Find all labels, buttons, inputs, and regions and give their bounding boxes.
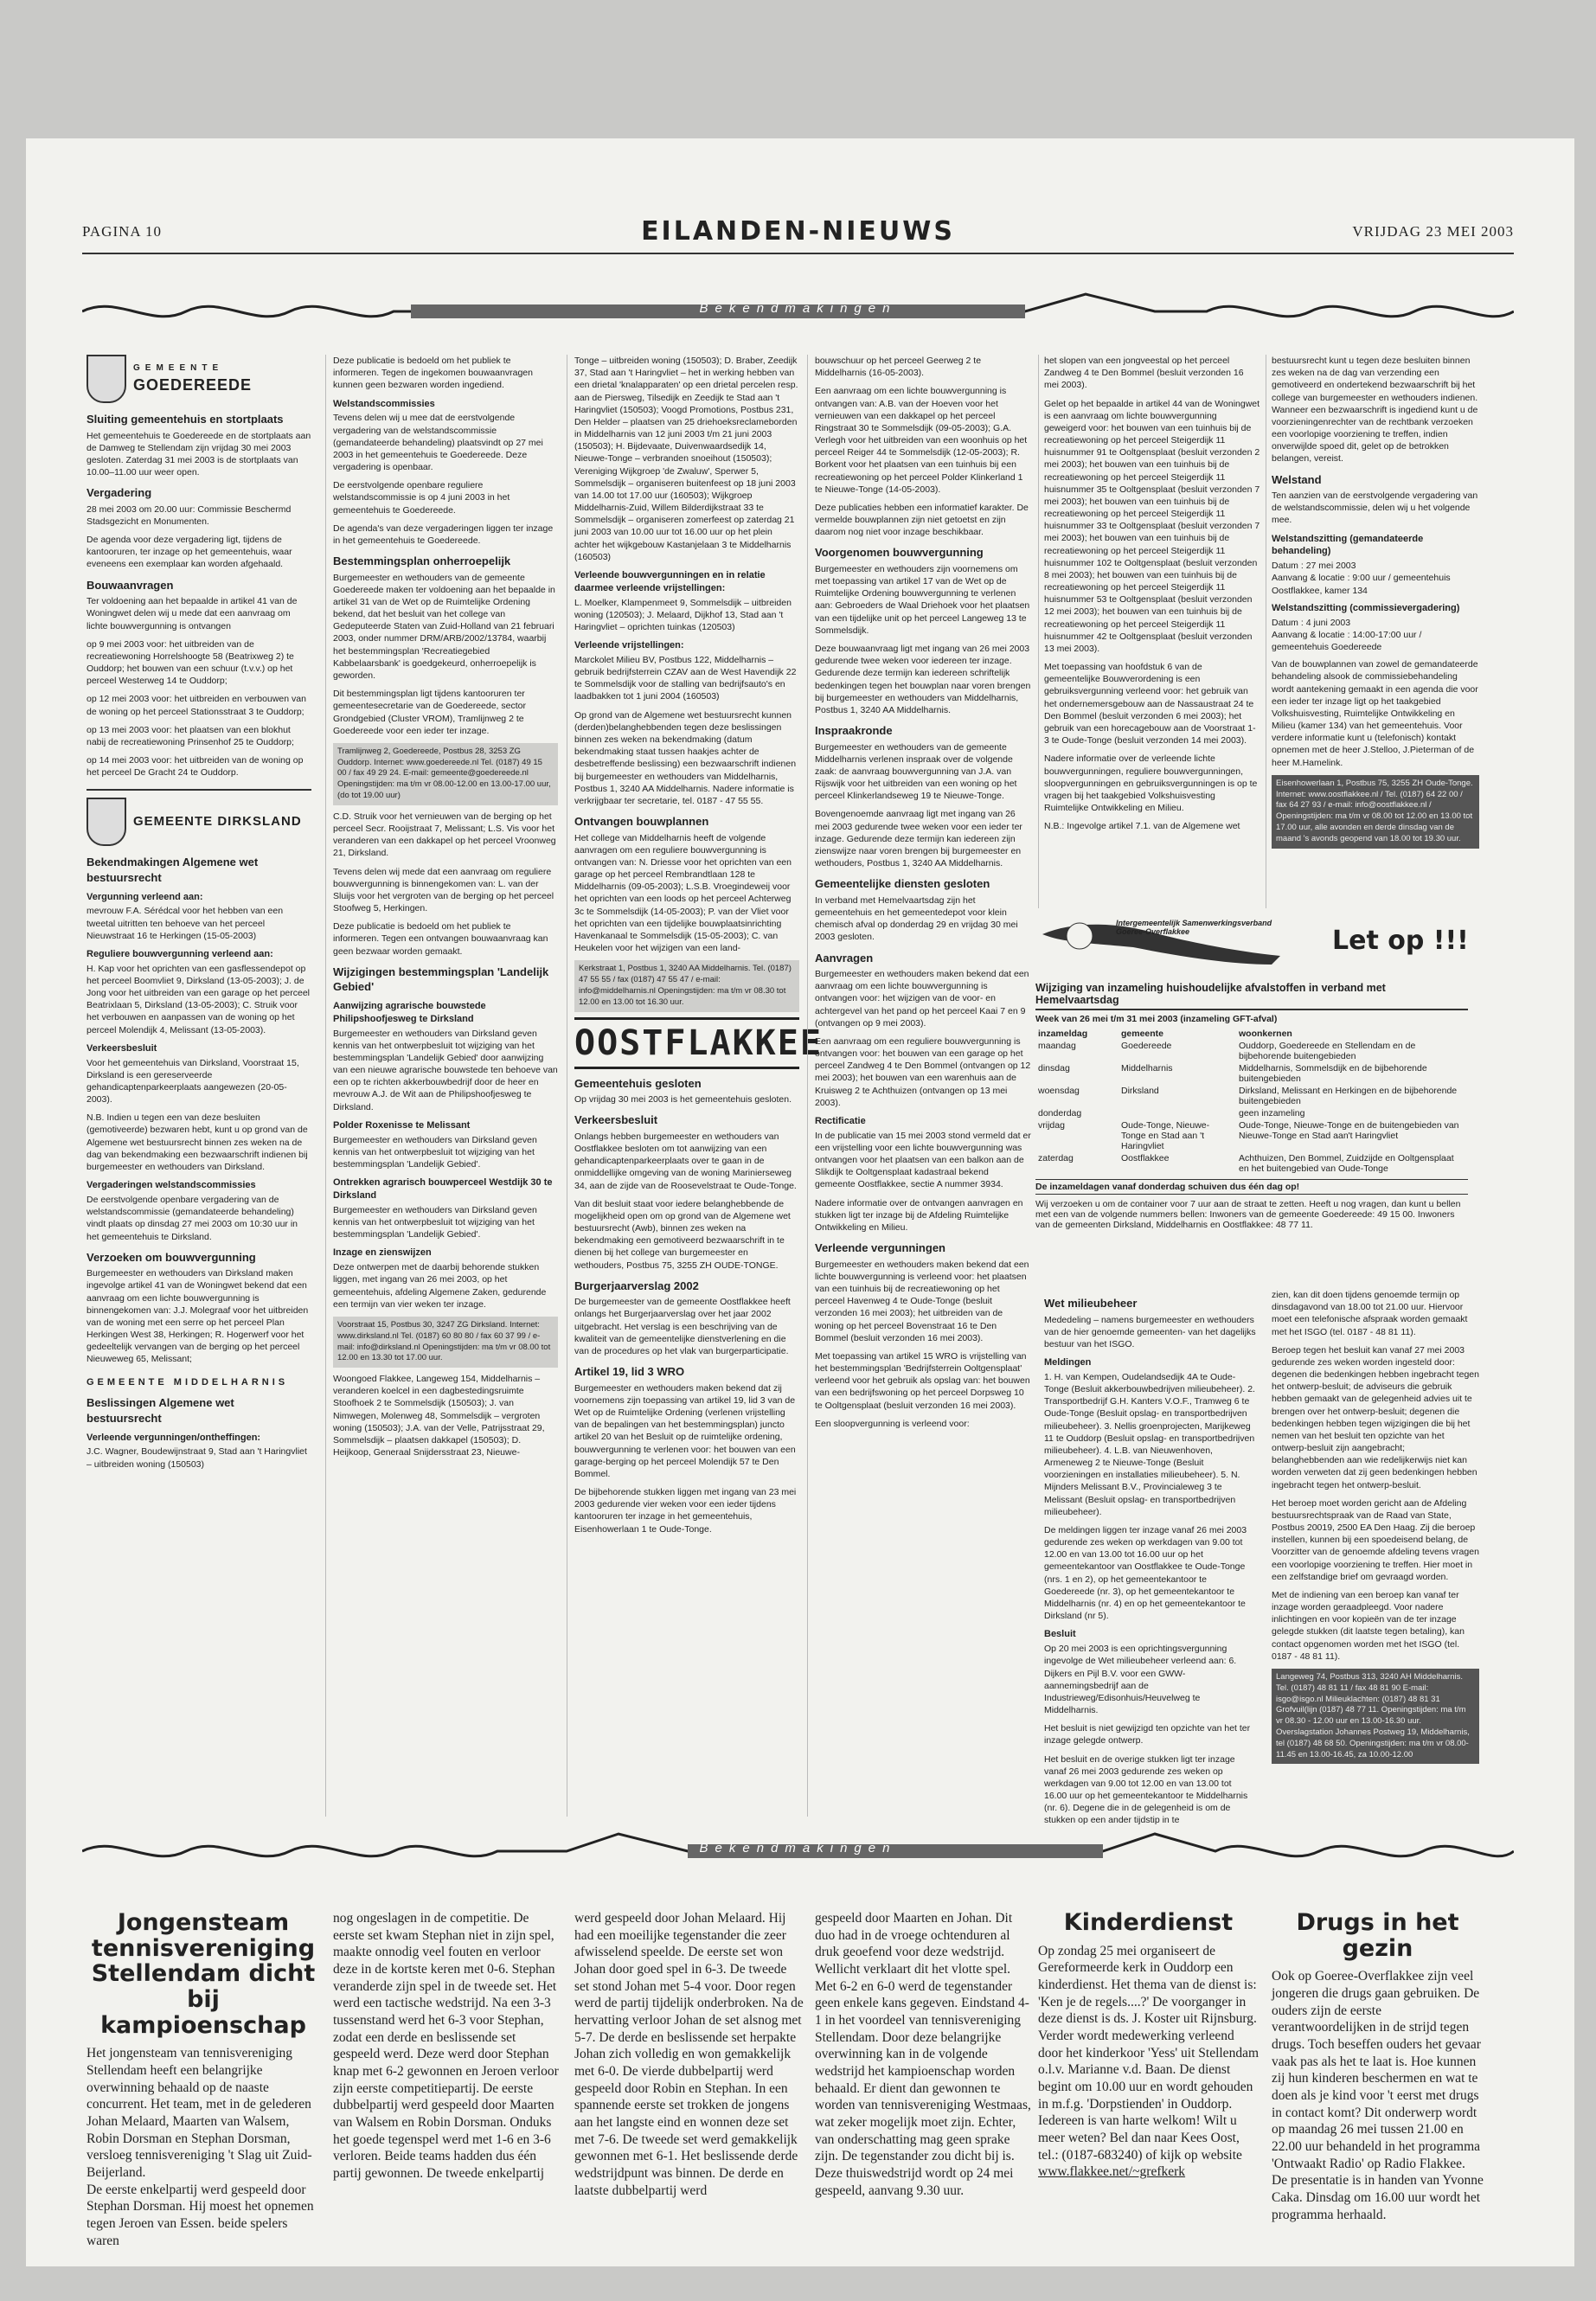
bottom-banner bbox=[82, 1825, 1514, 1874]
paragraph: mevrouw F.A. Sérédcal voor het hebben van een tweetal uitritten ten behoeve van het perceel Nieuwstraat 16 te Herkingen (15-05-2003) bbox=[87, 906, 284, 941]
paragraph: Burgemeester en wethouders van Dirksland maken ingevolge artikel 41 van de Woningwet bekend dat een aanvraag om een lichte bouwvergunning is binnengekomen van: J.J. Molegraaf voor het uitbreiden van de woning met een serre op het perceel Plan Herkingen West 38, Herkingen; R. Hogerwerf voor het gedeeltelijk vervangen van de berging op het perceel Nieuweweg 65, Melissant; bbox=[87, 1268, 309, 1365]
paragraph: Het jongensteam van tennisvereniging Stellendam heeft een belangrijke overwinning behaald op de naaste concurrent. Het team, met in de gelederen Johan Melaard, Maarten van Walsem, Robin Dorsman en Stephan Dorsman, versloeg tennisvereniging 't Slag uit Zuid-Beijerland. bbox=[87, 2046, 312, 2181]
article-tennis bbox=[87, 1910, 320, 2250]
subheading: Inzage en zienswijzen bbox=[333, 1247, 432, 1259]
paragraph: Marckolet Milieu BV, Postbus 122, Middelharnis – gebruik bedrijfsterrein CZAV aan de West Havendijk 22 te Sommelsdijk voor de stalling van bedrijfsauto's en laadbakken tot 1 juni 2004 (160503) bbox=[574, 654, 797, 702]
paragraph: Op 20 mei 2003 is een oprichtingsvergunning ingevolge de Wet milieubeheer verleend aan: 6. Dijkers en Pijl B.V. voor een GWW-aannemingsbedrijf aan de Industrieweg/Edisonhuis/Heuvelweg te Middelharnis. bbox=[1044, 1644, 1237, 1716]
subheading: Welstandszitting (gemandateerde behandeling) bbox=[1272, 533, 1424, 557]
paragraph: Wij verzoeken u om de container voor 7 uur aan de straat te zetten. Heeft u nog vragen, dan kunt u bellen met een van de volgende nummers bellen: Inwoners van de gemeente Goedereede: 49 15 00. Inwoners van de gemeenten Dirksland, Middelharnis en Oostflakkee: 48 77 11. bbox=[1035, 1199, 1461, 1230]
heading: Burgerjaarverslag 2002 bbox=[574, 1279, 699, 1292]
waste-notice bbox=[1035, 982, 1468, 1235]
paragraph: Burgemeester en wethouders maken bekend dat zij voornemens zijn toepassing van artikel 19, lid 3 van de Wet op de Ruimtelijke Ordening (verlenen vrijstelling van de bepalingen van het bestemmingsplan) juncto artikel 20 van het Besluit op de ruimtelijke ordening, bouwvergunning te verlenen voor: het bouwen van een garage-berging op het perceel Molendijk 57 te Den Bommel. bbox=[574, 1382, 796, 1479]
paragraph: Deze bouwaanvraag ligt met ingang van 26 mei 2003 gedurende twee weken voor iedereen ter inzage. Gedurende deze termijn kan iedereen schriftelijk bedenkingen tegen het bouwplan naar voren brengen bij burgemeester en wethouders van Middelharnis, Postbus 1, 3240 AA Middelharnis. bbox=[815, 643, 1031, 715]
paragraph: het slopen van een jongveestal op het perceel Zandweg 4 te Den Bommel (besluit verzonden 16 mei 2003). bbox=[1044, 356, 1244, 391]
banner-label: Bekendmakingen bbox=[699, 1841, 897, 1856]
paragraph: Onlangs hebben burgemeester en wethouders van Oostflakkee besloten om tot aanwijzing van een gehandicaptenparkeerplaats over te gaan in de onmiddellijke omgeving van de woning Marinierseweg 34, aan de zijde van de Roosevelstraat te Oude-Tonge. bbox=[574, 1131, 797, 1191]
page-number: PAGINA 10 bbox=[82, 223, 162, 240]
table-row: zaterdag Oostflakkee Achthuizen, Den Bommel, Zuidzijde en Ooltgensplaat en het buitengebied van Oude-Tonge bbox=[1038, 1153, 1454, 1174]
paragraph: op 12 mei 2003 voor: het uitbreiden en verbouwen van de woning op het perceel Stationsstraat 3 te Ouddorp; bbox=[87, 694, 306, 717]
table-header: gemeente bbox=[1121, 1029, 1164, 1039]
heading: Gemeentehuis gesloten bbox=[574, 1076, 702, 1090]
milieu-column-1 bbox=[1044, 1289, 1256, 1833]
column-divider bbox=[325, 355, 326, 1817]
paragraph: Ten aanzien van de eerstvolgende vergadering van de welstandscommissie, delen wij u het volgende mee. bbox=[1272, 490, 1478, 526]
info-row: Aanvang & locatie : 9:00 uur / gemeentehuis Oostflakkee, kamer 134 bbox=[1272, 573, 1451, 596]
paragraph: Van de bouwplannen van zowel de gemandateerde behandeling alsook de commissiebehandeling wordt aantekening gemaakt in een agenda die voor een ieder ter inzage ligt op het taakgebied Volkshuisvesting, Ruimtelijke Ontwikkeling en Milieu (kamer 134) van het gemeentehuis. Voor verdere informatie kunt u (telefonisch) kontakt opnemen met de heer J.Stelloo, J.Pieterman of de heer M.Hamelink. bbox=[1272, 659, 1478, 768]
paragraph: Ook op Goeree-Overflakkee zijn veel jongeren die drugs gaan gebruiken. De ouders zijn de eerste verantwoordelijken in de strijd tegen drugs. Toch beseffen ouders het gevaar vaak pas als het te laat is. Hoe kunnen zij hun kinderen beschermen en wat te doen als je kind voor 't eerst met drugs in contact komt? Dit onderwerp wordt op maandag 26 mei tussen 21.00 en 22.00 uur behandeld in het programma 'Ontwaakt Radio' op Radio Flakkee. De presentatie is in handen van Yvonne Caka. Dinsdag om 16.00 uur wordt het programma herhaald. bbox=[1272, 1969, 1484, 2222]
paragraph: Op vrijdag 30 mei 2003 is het gemeentehuis gesloten. bbox=[574, 1094, 792, 1106]
paragraph: bestuursrecht kunt u tegen deze besluiten binnen zes weken na de dag van verzending een gemotiveerd en ondertekend bezwaarschrift bij het college van burgemeester en wethouders indienen. Wanneer een bezwaarschrift is ingediend kunt u de voorzieningenrechter van de rechtbank verzoeken een voorlopige voorziening te treffen, indien onverwijlde spoed dit, gelet op de betrokken belangen, vereist. bbox=[1272, 356, 1478, 465]
table-row: dinsdag Middelharnis Middelharnis, Sommelsdijk en de bijbehorende buitengebieden bbox=[1038, 1063, 1427, 1084]
info-row: Datum : 4 juni 2003 bbox=[1272, 617, 1351, 628]
heading: Artikel 19, lid 3 WRO bbox=[574, 1365, 685, 1379]
paragraph: De agenda voor deze vergadering ligt, tijdens de kantooruren, ter inzage op het gemeentehuis, waar eveneens een exemplaar kan worden afgehaald. bbox=[87, 535, 292, 570]
paragraph: Met toepassing van hoofdstuk 6 van de gemeentelijke Bouwverordening is een gebruiksvergunning verleend voor: het gebruik van het ondernemersgebouw aan de Nassaustraat 24 te Den Bommel (besluit verzonden 6 mei 2003); het gebruik van een horecagebouw aan de Voorstraat 1-3 te Oude-Tonge (besluit verzonden 14 mei 2003). bbox=[1044, 662, 1256, 747]
paragraph: Tevens delen wij mede dat een aanvraag om reguliere bouwvergunning is binnengekomen van: L. van der Sluijs voor het vergroten van de berging op het perceel Stoofweg 5, Herkingen. bbox=[333, 866, 554, 914]
info-row: Aanvang & locatie : 14:00-17:00 uur / gemeentehuis Goedereede bbox=[1272, 629, 1422, 652]
heading: Voorgenomen bouwvergunning bbox=[815, 546, 984, 560]
article-tennis-cont bbox=[574, 1910, 804, 2199]
subheading: Meldingen bbox=[1044, 1357, 1092, 1368]
column-3 bbox=[574, 355, 823, 1541]
article-title: Jongensteam tennisvereniging Stellendam dicht bij kampioenschap bbox=[91, 1909, 316, 2039]
isgo-map bbox=[1038, 917, 1289, 969]
paragraph: Burgemeester en wethouders van de gemeente Goedereede maken ter voldoening aan het bepaalde in artikel 31 van de Wet op de Ruimtelijke Ordening bekend, dat het besluit van het college van Gedeputeerde Staten van Zuid-Holland van 21 februari 2003, onder nummer DRM/ARB/2002/13784, waarbij het bestemmingsplan 'Recreatiegebied Kabbelaarsbank' is goedgekeurd, onherroepelijk is geworden. bbox=[333, 572, 555, 681]
paragraph: Burgemeester en wethouders van Dirksland geven kennis van het ontwerpbesluit tot wijziging van het bestemmingsplan 'Landelijk Gebied'. bbox=[333, 1204, 537, 1240]
column-1 bbox=[87, 355, 311, 1477]
column-5 bbox=[1044, 355, 1260, 838]
table-header: inzameldag bbox=[1038, 1029, 1088, 1039]
subheading: Verleende bouwvergunningen en in relatie daarmee verleende vrijstellingen: bbox=[574, 569, 766, 593]
paragraph: Het besluit is niet gewijzigd ten opzichte van het ter inzage gelegde ontwerp. bbox=[1044, 1723, 1251, 1747]
paragraph: Het beroep moet worden gericht aan de Afdeling bestuursrechtspraak van de Raad van State, Postbus 20019, 2500 EA Den Haag. Zij die beroep instellen, kunnen bij een spoedeisend belang, de Voorzitter van de genoemde afdeling tevens vragen een voorlopige voorziening te treffen. Hier moet in een zelfstandige brief om gevraagd worden. bbox=[1272, 1497, 1479, 1582]
heading: Vergadering bbox=[87, 486, 152, 500]
oostflakkee-logo: OOSTFLAKKEE bbox=[574, 1017, 799, 1069]
paragraph: N.B.: Ingevolge artikel 7.1. van de Algemene wet bbox=[1044, 821, 1240, 832]
goedereede-logo bbox=[87, 355, 311, 403]
heading: Bouwaanvragen bbox=[87, 578, 174, 592]
paragraph: 28 mei 2003 om 20.00 uur: Commissie Beschermd Stadsgezicht en Monumenten. bbox=[87, 503, 292, 527]
subheading: Rectificatie bbox=[815, 1115, 866, 1126]
subheading: Reguliere bouwvergunning verleend aan: bbox=[87, 948, 273, 959]
paragraph: gespeeld door Maarten en Johan. Dit duo had in de vroege ochtenduren al druk geoefend voor deze wedstrijd. Wellicht verklaart dit het vlotte spel. Met 6-2 en 6-0 werd de tegenstander geen enkele kans gegeven. Eindstand 4-1 in het voordeel van tennisvereniging Stellendam. Door deze belangrijke overwinning kan in de volgende wedstrijd het kampioenschap worden behaald. Er dient dan gewonnen te worden van tennisvereniging Westmaas, wat zeker mogelijk moet zijn. Echter, van onderschatting mag geen sprake zijn. De tegenstander zou dicht bij is. Deze thuiswedstrijd wordt op 24 mei gespeeld, aanvang 9.30 uur. bbox=[815, 1911, 1031, 2198]
paragraph: Op grond van de Algemene wet bestuursrecht kunnen (derden)belanghebbenden tegen deze beslissingen binnen zes weken na bekendmaking (datum bekendmaking staat tussen haakjes achter de desbetreffende beslissing) een bezwaarschrift indienen bij burgemeester en wethouders van Middelharnis, Postbus 1, 3240 AA Middelharnis. Nadere informatie is verkrijgbaar ter secretarie, tel. 0187 - 47 55 55. bbox=[574, 709, 797, 806]
contact-box: Eisenhowerlaan 1, Postbus 75, 3255 ZH Oude-Tonge. Internet: www.oostflakkee.nl / Tel. (0187) 64 22 00 / fax 64 27 93 / e-mail: info@oostflakkee.nl / Openingstijden: ma t/m vr 08.00 tot 12.00 en 13.00 tot 17.00 uur, alle avonden en derde dinsdag van de maand 's avonds geopend van 18.00 tot 19.30 uur. bbox=[1272, 775, 1479, 849]
paragraph: Ter voldoening aan het bepaalde in artikel 41 van de Woningwet delen wij u mede dat een aanvraag om lichte bouwvergunning is ontvangen bbox=[87, 596, 298, 631]
subheading: Welstandszitting (commissievergadering) bbox=[1272, 602, 1460, 613]
column-divider bbox=[1038, 355, 1039, 908]
paragraph: De burgemeester van de gemeente Oostflakkee heeft onlangs het Burgerjaarverslag over het jaar 2002 uitgebracht. Het verslag is een beschrijving van de kwaliteit van de gemeentelijke dienstverlening en die van de procedures op het vlak van burgerparticipatie. bbox=[574, 1297, 791, 1356]
subheading: Aanwijzing agrarische bouwstede Philipshoofjesweg te Dirksland bbox=[333, 1000, 486, 1024]
subheading: Verleende vrijstellingen: bbox=[574, 640, 684, 651]
paragraph: Burgemeester en wethouders maken bekend dat een aanvraag om een lichte bouwvergunning is ontvangen voor: het wijzigen van de voor- en achtergevel van het pand op het perceel Kaai 7 en 9 (ontvangen op 9 mei 2003). bbox=[815, 969, 1029, 1029]
column-2 bbox=[333, 355, 558, 1465]
paragraph: Nadere informatie over de verleende lichte bouwvergunningen, reguliere bouwvergunningen, sloopvergunningen en gebruiksvergunningen is op te vragen bij het taakgebied Volkshuisvesting Ruimtelijke Ontwikkeling en Milieu. bbox=[1044, 753, 1258, 814]
paragraph: op 9 mei 2003 voor: het uitbreiden van de recreatiewoning Horrelshoogte 58 (Beatrixweg 2) te Ouddorp; het bouwen van een schuur (t.v.v.) op het perceel Westerweg 14 te Ouddorp; bbox=[87, 638, 294, 687]
paragraph: Burgemeester en wethouders van Dirksland geven kennis van het ontwerpbesluit tot wijziging van het bestemmingsplan 'Landelijk Gebied'. bbox=[333, 1134, 537, 1170]
paragraph: Het besluit en de overige stukken ligt ter inzage vanaf 26 mei 2003 gedurende zes weken op werkdagen van 9.00 tot 12.00 en van 13.00 tot 16.00 uur op het gemeentekantoor te Middelharnis (nr. 6). Degene die in de gelegenheid is om de stukken op een ander tijdstip in te bbox=[1044, 1753, 1248, 1826]
heading: Gemeentelijke diensten gesloten bbox=[815, 877, 990, 891]
heading: Ontvangen bouwplannen bbox=[574, 815, 709, 829]
contact-box: Tramlijnweg 2, Goedereede, Postbus 28, 3253 ZG Ouddorp. Internet: www.goedereede.nl Tel. (0187) 49 15 00 / fax 49 29 24. E-mail: gemeente@goedereede.nl Openingstijden: ma t/m vr 08.00-12.00 en 13.00-17.00 uur, (do tot 19.00 uur) bbox=[333, 743, 558, 805]
heading: Verleende vergunningen bbox=[815, 1241, 945, 1255]
middelharnis-logo: GEMEENTE MIDDELHARNIS bbox=[87, 1376, 289, 1388]
paragraph: Woongoed Flakkee, Langeweg 154, Middelharnis – veranderen koelcel in een dagbestedingsruimte Stoofhoek 2 te Sommelsdijk (150503); J. van Nimwegen, Molenweg 48, Sommelsdijk – vergroten woning (150503); J.A. van der Velle, Patrijsstraat 29, Sommelsdijk – plaatsen dakkapel (150503); D. Heijkoop, Generaal Snijdersstraat 23, Nieuwe- bbox=[333, 1374, 545, 1458]
paragraph: Een aanvraag om een reguliere bouwvergunning is ontvangen voor: het bouwen van een garage op het perceel Zandweg 4 te Den Bommel (ontvangen op 12 mei 2003); het bouwen van een warenhuis aan de Kruisweg 2 te Achthuizen (ontvangen op 13 mei 2003). bbox=[815, 1035, 1031, 1108]
crest-icon bbox=[87, 355, 126, 403]
paragraph: De eerstvolgende openbare reguliere welstandscommissie is op 4 juni 2003 in het gemeentehuis te Goedereede. bbox=[333, 480, 510, 516]
column-divider bbox=[807, 355, 808, 1817]
heading: Beslissingen Algemene wet bestuursrecht bbox=[87, 1396, 234, 1425]
let-op-heading: Let op !!! bbox=[1332, 926, 1469, 956]
paragraph: De eerste enkelpartij werd gespeeld door Stephan Dorsman. Hij moest het opnemen tegen Jeroen van Essen. beide spelers waren bbox=[87, 2182, 314, 2248]
heading: Bestemmingsplan onherroepelijk bbox=[333, 554, 511, 568]
paragraph: De bijbehorende stukken liggen met ingang van 23 mei 2003 gedurende vier weken voor een ieder tijdens kantooruren ter inzage in het gemeentehuis, Eisenhowerlaan 1 te Oude-Tonge. bbox=[574, 1487, 797, 1535]
paragraph: H. Kap voor het oprichten van een gasflessendepot op het perceel Boomvliet 9, Dirksland (13-05-2003); J. de Jong voor het uitbreiden van een garage op het perceel Beatrixlaan 5, Dirksland (13-05-2003); C. Struik voor het verbouwen en aanpassen van de woning op het perceel Molendijk 4, Melissant (13-05-2003). bbox=[87, 963, 311, 1035]
waste-note: De inzameldagen vanaf donderdag schuiven dus één dag op! bbox=[1035, 1179, 1468, 1195]
paragraph: In de publicatie van 15 mei 2003 stond vermeld dat er een vrijstelling voor een lichte bouwvergunning was ontvangen voor het plaatsen van een balkon aan de Slikdijk te Ooltgensplaat kadastraal bekend gemeente Oostflakkee, sectie A nummer 3934. bbox=[815, 1130, 1031, 1190]
paragraph: zien, kan dit doen tijdens genoemde termijn op dinsdagavond van 18.00 tot 21.00 uur. Hiervoor moet een telefonische afspraak worden gemaakt met het ISGO (tel. 0187 - 48 81 11). bbox=[1272, 1290, 1468, 1337]
heading: Sluiting gemeentehuis en stortplaats bbox=[87, 413, 284, 426]
info-row: Datum : 27 mei 2003 bbox=[1272, 561, 1356, 572]
paragraph: Dit bestemmingsplan ligt tijdens kantooruren ter gemeentesecretarie van de Goedereede, sector Grondgebied (Cluster VROM), Tramlijnweg 2 te Goedereede voor een ieder ter inzage. bbox=[333, 689, 526, 736]
paragraph: 1. H. van Kempen, Oudelandsedijk 4A te Oude-Tonge (Besluit akkerbouwbedrijven milieubeheer). 2. Transportbedrijf G.H. Kanters V.O.F., Tramweg 6 te Oude-Tonge (Besluit opslag- en transportbedrijven milieubeheer). 3. Nellis groenprojecten, Marijkeweg 11 te Ouddorp (Besluit opslag- en transportbedrijven milieubeheer). 4. L.B. van Nieuwenhoven, Armeneweg 2 te Nieuwe-Tonge (Besluit voorzieningen en installaties milieubeheer). 5. N. Mijnders Melissant B.V., Provincialeweg 3 te Melissant (Besluit opslag- en transportbedrijven milieubeheer). bbox=[1044, 1371, 1255, 1517]
heading: Welstand bbox=[1272, 472, 1322, 486]
waste-week: Week van 26 mei t/m 31 mei 2003 (inzameling GFT-afval) bbox=[1035, 1014, 1278, 1024]
paragraph: nog ongeslagen in de competitie. De eerste set kwam Stephan niet in zijn spel, maakte onnodig veel fouten en verloor deze in de kortste keren met 0-6. Stephan veranderde zijn spel in de tweede set. Het werd een tactische wedstrijd. Na een 3-3 tussenstand werd het 6-3 voor Stephan, zodat een derde en beslissende set gespeeld werd. Deze werd door Stephan knap met 6-2 gewonnen en Jeroen verloor zijn eerste competitiepartij. De eerste dubbelpartij werd gespeeld door Maarten van Walsem en Robin Dorsman. Onduks het goede tegenspel werd met 1-6 en 3-6 verloren. Beide teams hadden dus één partij gewonnen. De tweede enkelpartij bbox=[333, 1911, 559, 2182]
paragraph: Op zondag 25 mei organiseert de Gereformeerde kerk in Ouddorp een kinderdienst. Het thema van de dienst is: 'Ken je de regels....?' De voorganger in deze dienst is ds. J. Koster uit Rijnsburg. Verder wordt medewerking verleend door het kinderkoor 'Yess' uit Stellendam o.l.v. Marianne v.d. Baan. De dienst begint om 10.00 uur en wordt gehouden in m.f.g. 'Dorpstienden' in Ouddorp. Iedereen is van harte welkom! Wilt u meer weten? Bel dan naar Kees Oost, tel.: (0187-683240) of kijk op website bbox=[1038, 1943, 1259, 2163]
paragraph: op 13 mei 2003 voor: het plaatsen van een blokhut nabij de recreatiewoning Prinsenhof 25 te Ouddorp; bbox=[87, 724, 294, 747]
heading: Bekendmakingen Algemene wet bestuursrecht bbox=[87, 856, 259, 884]
paragraph: Burgemeester en wethouders van Dirksland geven kennis van het ontwerpbesluit tot wijziging van het bestemmingsplan 'Landelijk Gebied' door aanwijzing van een nieuwe agrarische bouwstede ten behoeve van een op te richten akkerbouwbedrijf door de heer en mevrouw A.J. de Wit aan de Philipshoofjesweg te Dirksland. bbox=[333, 1028, 558, 1112]
article-tennis-cont bbox=[815, 1910, 1031, 2199]
paragraph: Tonge – uitbreiden woning (150503); D. Braber, Zeedijk 37, Stad aan 't Haringvliet – het in werking hebben van een drietal 'knalapparaten' op een drietal percelen resp. aan de Piersweg, Tilsedijk en Zeedijk te Stad aan 't Haringvliet (150503); Voogd Promotions, Postbus 231, Den Helder – plaatsen van 25 driehoeksreclameborden in Middelharnis van 12 juni 2003 t/m 21 juni 2003 (150503); H. Bijdevaate, Duivenwaardsedijk 14, Nieuwe-Tonge – verbranden snoeihout (150503); Vereniging Wijkgroep 'de Zwaluw', Sperwer 5, Sommelsdijk – organiseren buitenfeest op 18 juni 2003 van 14.00 tot 17.00 uur (160503); Wijkgroep Middelharnis-Zuid, Willem Bilderdijkstraat 33 te Sommelsdijk – organiseren zomerfeest op zaterdag 21 juni 2003 van 10.00 uur tot 16.00 uur op het plein achter het wijkgebouw Kastanjelaan 3 te Middelharnis (160503) bbox=[574, 356, 798, 562]
article-drugs bbox=[1272, 1910, 1484, 2223]
table-row: donderdag geen inzameling bbox=[1038, 1108, 1305, 1118]
subheading: Vergunning verleend aan: bbox=[87, 891, 203, 902]
paragraph: C.D. Struik voor het vernieuwen van de berging op het perceel Secr. Rooijstraat 7, Melissant; L.S. Vis voor het veranderen van een dakkapel op het perceel Vroonweg 21, Dirksland. bbox=[333, 811, 556, 859]
paragraph: Gelet op het bepaalde in artikel 44 van de Woningwet is een aanvraag om lichte bouwvergunning geweigerd voor: het bouwen van een tuinhuis bij de recreatiewoning op het perceel Steigerdijk 11 huisnummer 91 te Ooltgensplaat (besluit verzonden 2 mei 2003); het bouwen van een tuinhuis bij de recreatiewoning op het perceel Steigerdijk 11 huisnummer 35 te Ooltgensplaat (besluit verzonden 7 mei 2003); het bouwen van een tuinhuis bij de recreatiewoning op het perceel Steigerdijk 11 huisnummer 33 te Ooltgensplaat (besluit verzonden 7 mei 2003); het bouwen van een tuinhuis bij de recreatiewoning op het perceel Steigerdijk 11 huisnummer 102 te Ooltgensplaat (besluit verzonden 8 mei 2003); het bouwen van een tuinhuis bij de recreatiewoning op het perceel Steigerdijk 11 huisnummer 53 te Ooltgensplaat (besluit verzonden 12 mei 2003); het bouwen van een tuinhuis bij de recreatiewoning op het perceel Steigerdijk 11 huisnummer 42 te Ooltgensplaat (besluit verzonden 13 mei 2003). bbox=[1044, 398, 1260, 654]
article-title: Kinderdienst bbox=[1063, 1909, 1234, 1936]
article-tennis-cont bbox=[333, 1910, 562, 2182]
paragraph: Een sloopvergunning is verleend voor: bbox=[815, 1418, 970, 1429]
banner-label: Bekendmakingen bbox=[699, 301, 897, 316]
paragraph: Het college van Middelharnis heeft de volgende aanvragen om een reguliere bouwvergunning is ontvangen van: N. Driesse voor het oprichten van een garage op het perceel Rembrandtlaan 128 te Middelharnis (09-05-2003); L.S.B. Vroegindeweij voor het oprichten van een loods op het perceel Achterweg 3c te Sommelsdijk (14-05-2003); P. van der Vliet voor het oprichten van een tijdelijke bouwplaatsinrichting Havenkanaal te Sommelsdijk (15-05-2003); C. van Heukelen voor het wijzigen van een land- bbox=[574, 832, 792, 954]
article-title: Drugs in het gezin bbox=[1296, 1909, 1459, 1962]
article-kinderdienst bbox=[1038, 1910, 1259, 2181]
paragraph: Met toepassing van artikel 15 WRO is vrijstelling van het bestemmingsplan 'Bedrijfsterrein Ooltgensplaat' verleend voor het gebruik als opslag van: het bouwen van een bedrijfswoning op het perceel Dorpsweg 10 te Ooltgensplaat (besluit verzonden 16 mei 2003). bbox=[815, 1350, 1030, 1411]
column-4 bbox=[815, 355, 1031, 1436]
paragraph: Het gemeentehuis te Goedereede en de stortplaats aan de Damweg te Stellendam zijn vrijdag 30 mei 2003 gesloten. Zaterdag 31 mei 2003 is de stortplaats van 10.00–11.00 uur weer open. bbox=[87, 430, 311, 478]
paragraph: Voor het gemeentehuis van Dirksland, Voorstraat 15, Dirksland is een gereserveerde gehandicaptenparkeerplaats aangewezen (20-05-2003). bbox=[87, 1057, 299, 1106]
subheading: Vergaderingen welstandscommissies bbox=[87, 1180, 256, 1191]
column-6 bbox=[1272, 355, 1479, 854]
header-rule bbox=[82, 253, 1514, 254]
website-link[interactable]: www.flakkee.net/~grefkerk bbox=[1038, 2164, 1186, 2180]
subheading: Ontrekken agrarisch bouwperceel Westdijk 30 te Dirksland bbox=[333, 1177, 553, 1201]
heading: Inspraakronde bbox=[815, 724, 893, 738]
heading: Aanvragen bbox=[815, 951, 874, 965]
heading: Verkeersbesluit bbox=[574, 1113, 658, 1127]
table-row: maandag Goedereede Ouddorp, Goedereede en Stellendam en de bijbehorende buitengebieden bbox=[1038, 1041, 1416, 1061]
subheading: Verkeersbesluit bbox=[87, 1042, 157, 1054]
table-header: woonkernen bbox=[1239, 1029, 1292, 1039]
municipality-name: GEMEENTE DIRKSLAND bbox=[133, 814, 302, 830]
page-header bbox=[82, 216, 1514, 251]
paragraph: Met de indiening van een beroep kan vanaf ter inzage worden geraadpleegd. Voor nadere inlichtingen en voor kopieën van de ter inzage gelegde stukken (dit laatste tegen betaling), kan contact opgenomen worden met het ISGO (tel. 0187 - 48 81 11). bbox=[1272, 1589, 1465, 1662]
waste-table bbox=[1035, 1028, 1468, 1175]
contact-box: Langeweg 74, Postbus 313, 3240 AH Middelharnis. Tel. (0187) 48 81 11 / fax 48 81 90 E-mail: isgo@isgo.nl Milieuklachten: (0187) 48 81 31 Grofvuil(lijn (0187) 48 77 11. Openingstijden: ma t/m vr 08.30 - 12.00 uur en 13.00-16.30 uur. Overslagstation Johannes Postweg 19, Middelharnis, tel (0187) 48 68 50. Openingstijden: ma t/m vr 08.00-11.45 en 13.00-16.45, za 10.00-12.00 bbox=[1272, 1669, 1479, 1765]
map-label: Intergemeentelijk Samenwerkingsverband Goeree-Overflakkee bbox=[1116, 919, 1272, 936]
paragraph: Een aanvraag om een lichte bouwvergunning is ontvangen van: A.B. van der Hoeven voor het vernieuwen van een dakkapel op het perceel Ringstraat 30 te Sommelsdijk (09-05-2003); G.A. Verlegh voor het uitbreiden van een woonhuis op het perceel Reiger 44 te Sommelsdijk (12-05-2003); R. Borkent voor het plaatsen van een tuinhuis bij een recreatiewoning op het perceel Polder Klinkerland 1 te Nieuwe-Tonge (14-05-2003). bbox=[815, 386, 1028, 495]
heading: Wijzigingen bestemmingsplan 'Landelijk Gebied' bbox=[333, 965, 549, 994]
paragraph: De meldingen liggen ter inzage vanaf 26 mei 2003 gedurende zes weken op werkdagen van 9.00 tot 12.00 en van 13.00 tot 16.00 uur op het gemeentekantoor van Oostflakkee te Oude-Tonge (nrs. 1 en 2), op het gemeentekantoor te Goedereede (nr. 3), op het gemeentekantoor te Middelharnis (nr. 4) en op het gemeentekantoor te Dirksland (nr 5). bbox=[1044, 1524, 1247, 1622]
heading: Wet milieubeheer bbox=[1044, 1297, 1138, 1310]
subheading: Besluit bbox=[1044, 1629, 1076, 1640]
paragraph: Nadere informatie over de ontvangen aanvragen en stukken ligt ter inzage bij de Afdeling Ruimtelijke Ontwikkeling en Milieu. bbox=[815, 1197, 1023, 1233]
crest-icon bbox=[87, 798, 126, 846]
paragraph: Burgemeester en wethouders van de gemeente Middelharnis verlenen inspraak over de volgende zaak: de aanvraag bouwvergunning van J.A. van Rijswijk voor het uitbreiden van een woning op het perceel Klinkerlandseweg 19 te Nieuwe-Tonge. bbox=[815, 741, 1017, 802]
contact-box: Voorstraat 15, Postbus 30, 3247 ZG Dirksland. Internet: www.dirksland.nl Tel. (0187) 60 80 80 / fax 60 37 99 / e-mail: info@dirksland.nl Openingstijden: ma t/m vr 08.00 tot 12.00 en 13.30 tot 17.00 uur. bbox=[333, 1317, 558, 1368]
issue-date: VRIJDAG 23 MEI 2003 bbox=[1352, 223, 1514, 240]
municipality-prefix: GEMEENTE bbox=[133, 363, 224, 374]
paragraph: Bovengenoemde aanvraag ligt met ingang van 26 mei 2003 gedurende twee weken voor een ieder ter inzage. Gedurende deze termijn kan iedereen zijn zienswijze naar voren brengen bij burgemeester en wethouders, Postbus 1, 3240 AA Middelharnis. bbox=[815, 809, 1022, 869]
paragraph: Deze ontwerpen met de daarbij behorende stukken liggen, met ingang van 26 mei 2003, op het gemeentehuis, afdeling Algemene Zaken, gedurende een termijn van vier weken ter inzage. bbox=[333, 1262, 547, 1310]
paragraph: Burgemeester en wethouders maken bekend dat een lichte bouwvergunning is verleend voor: het plaatsen van een tuinhuis bij de recreatiewoning op het perceel Havenweg 4 te Oude-Tonge (besluit verzonden 16 mei 2003); het uitbreiden van de woning op het perceel Bovenstraat 16 te Den Bommel (besluit verzonden 16 mei 2003). bbox=[815, 1259, 1029, 1343]
paragraph: Beroep tegen het besluit kan vanaf 27 mei 2003 gedurende zes weken worden ingesteld door: degenen die bedenkingen hebben ingebracht tegen het ontwerp-besluit; de adviseurs die gebruik hebben gemaakt van de gelegenheid advies uit te brengen over het ontwerp-besluit; degenen die bedenkingen hebben tegen wijzigingen die bij het nemen van het besluit ten opzichte van het ontwerp-besluit zijn aangebracht; belanghebbenden aan wie redelijkerwijs niet kan worden verweten dat zij geen bedenkingen hebben ingebracht tegen het ontwerp-besluit. bbox=[1272, 1344, 1479, 1490]
paragraph: Deze publicatie is bedoeld om het publiek te informeren. Tegen een ontvangen bouwaanvraag kan geen bezwaar worden gemaakt. bbox=[333, 921, 548, 957]
paragraph: L. Moelker, Klampenmeet 9, Sommelsdijk – uitbreiden woning (120503); J. Melaard, Dijkhof 13, Stad aan 't Haringvliet – oprichten tuinkas (120503) bbox=[574, 597, 792, 632]
paragraph: In verband met Hemelvaartsdag zijn het gemeentehuis en het gemeentedepot voor klein chemisch afval op donderdag 29 en vrijdag 30 mei 2003 gesloten. bbox=[815, 894, 1018, 943]
subheading: Polder Roxenisse te Melissant bbox=[333, 1119, 471, 1131]
paragraph: Van dit besluit staat voor iedere belanghebbende de mogelijkheid open om op grond van de Algemene wet bestuursrecht (Awb), binnen zes weken na bekendmaking een gemotiveerd bezwaarschrift in te dienen bij het college van burgemeester en wethouders, Postbus 75, 3255 ZH OUDE-TONGE. bbox=[574, 1198, 791, 1271]
paragraph: op 14 mei 2003 voor: het uitbreiden van de woning op het perceel De Gracht 24 te Ouddorp. bbox=[87, 755, 304, 779]
dirksland-logo bbox=[87, 789, 311, 846]
paragraph: Deze publicaties hebben een informatief karakter. De vermelde bouwplannen zijn niet getoetst en zijn daarom nog niet voor inzage beschikbaar. bbox=[815, 502, 1029, 538]
paragraph: Mededeling – namens burgemeester en wethouders van de hier genoemde gemeenten- van het dagelijks bestuur van het ISGO. bbox=[1044, 1314, 1256, 1349]
paragraph: Burgemeester en wethouders zijn voornemens om met toepassing van artikel 17 van de Wet op de Ruimtelijke Ordening bouwvergunning te verlenen aan: Gebroeders de Waal Driehoek voor het plaatsen van een tijdelijke unit op het perceel Langeweg 13 te Sommelsdijk. bbox=[815, 563, 1030, 636]
waste-title: Wijziging van inzameling huishoudelijke afvalstoffen in verband met Hemelvaartsdag bbox=[1035, 982, 1468, 1010]
paragraph: N.B. Indien u tegen een van deze besluiten (gemotiveerde) bezwaren hebt, kunt u op grond van de Algemene wet bestuursrecht binnen zes weken na de dag van bekendmaking een bezwaarschrift indienen bij burgemeester en wethouders van Dirksland. bbox=[87, 1112, 308, 1172]
paragraph: De agenda's van deze vergaderingen liggen ter inzage in het gemeentehuis te Goedereede. bbox=[333, 522, 554, 546]
milieu-column-2 bbox=[1272, 1289, 1479, 1769]
paragraph: J.C. Wagner, Boudewijnstraat 9, Stad aan 't Haringvliet – uitbreiden woning (150503) bbox=[87, 1446, 307, 1470]
paragraph: Deze publicatie is bedoeld om het publiek te informeren. Tegen de ingekomen bouwaanvragen kunnen geen bezwaren worden ingediend. bbox=[333, 356, 533, 391]
subheading: Verleende vergunningen/ontheffingen: bbox=[87, 1432, 261, 1443]
paragraph: werd gespeeld door Johan Melaard. Hij had een moeilijke tegenstander die zeer afwisselend speelde. De eerste set won Johan door goed spel in 6-3. De tweede set stond Johan met 5-4 voor. Door regen werd de partij tijdelijk onderbroken. Na de hervatting verloor Johan de set alsnog met 5-7. De derde en beslissende set herpakte Johan zich volledig en won gemakkelijk met 6-0. De vierde dubbelpartij werd gespeeld door Robin en Stephan. In een spannende eerste set trokken de jongens aan het langste eind en wonnen deze set met 7-6. De tweede set werd gemakkelijk gewonnen met 6-1. Het beslissende derde wedstrijdpunt was binnen. De derde en laatste dubbelpartij werd bbox=[574, 1911, 804, 2198]
municipality-name: GOEDEREEDE bbox=[133, 375, 253, 394]
newspaper-title: EILANDEN-NIEUWS bbox=[641, 216, 955, 247]
top-banner bbox=[82, 285, 1514, 334]
heading: Verzoeken om bouwvergunning bbox=[87, 1250, 256, 1264]
paragraph: De eerstvolgende openbare vergadering van de welstandscommissie (gemandateerde behandeling) vindt plaats op dinsdag 27 mei 2003 om 10:30 uur in het gemeentehuis te Dirksland. bbox=[87, 1194, 298, 1242]
contact-box: Kerkstraat 1, Postbus 1, 3240 AA Middelharnis. Tel. (0187) 47 55 55 / fax (0187) 47 55 47 / e-mail: info@middelharnis.nl Openingstijden: ma t/m vr 08.30 tot 12.00 en 13.00 tot 16.30 uur. bbox=[574, 960, 799, 1011]
subheading: Welstandscommissies bbox=[333, 398, 435, 409]
table-row: woensdag Dirksland Dirksland, Melissant en Herkingen en de bijbehorende buitengebieden bbox=[1038, 1086, 1458, 1106]
table-row: vrijdag Oude-Tonge, Nieuwe-Tonge en Stad aan 't Haringvliet Oude-Tonge, Nieuwe-Tonge en de buitengebieden van Nieuwe-Tonge en Stad aan't Haringvliet bbox=[1038, 1120, 1459, 1151]
paragraph: Tevens delen wij u mee dat de eerstvolgende vergadering van de welstandscommissie (gemandateerde behandeling) plaatsvindt op 27 mei 2003 in het gemeentehuis te Goedereede. Deze vergadering is openbaar. bbox=[333, 413, 543, 473]
paragraph: bouwschuur op het perceel Geerweg 2 te Middelharnis (16-05-2003). bbox=[815, 356, 982, 379]
